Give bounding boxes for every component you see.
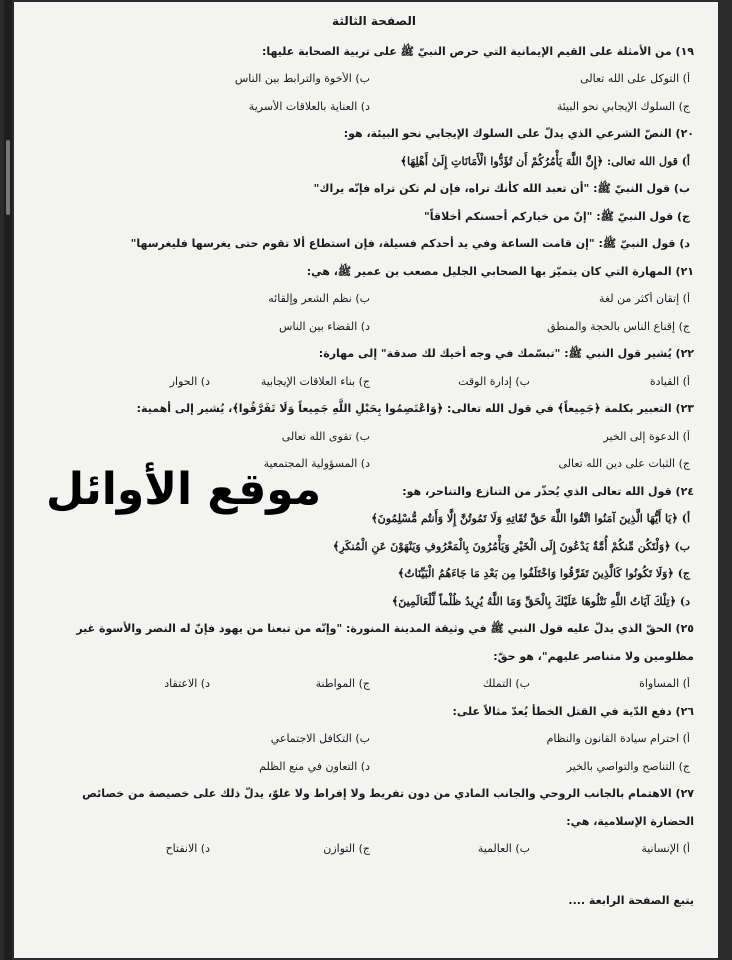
question-20 <box>54 120 694 258</box>
option-b: ب) العالمية <box>477 842 530 856</box>
question-text: ٢٤) قول الله تعالى الذي يُحذّر من التنازع والتناحر، هو: <box>402 484 694 498</box>
question-22 <box>54 340 694 395</box>
option-d: د) القضاء بين الناس <box>279 319 370 333</box>
option-d: د) العناية بالعلاقات الأسرية <box>248 99 370 113</box>
option-a: أ) الإنسانية <box>641 842 690 856</box>
page-title: الصفحة الثالثة <box>332 14 416 28</box>
question-text: ٢٢) يُشير قول النبي ﷺ: "تبسّمك في وجه أخيك لك صدقة" إلى مهارة: <box>318 347 694 361</box>
option-c: ج) المواطنة <box>315 677 370 691</box>
option-c: ج) التناصح والتواصي بالخير <box>566 759 690 773</box>
question-text: ٢١) المهارة التي كان يتميّز بها الصحابي الجليل مصعب بن عمير ﷺ، هي: <box>306 264 694 278</box>
option-a: أ) قول الله تعالى: ﴿إِنَّ اللَّهَ يَأْمُرُكُمْ أَن تُؤَدُّوا الْأَمَانَاتِ إِلَىٰ أَهْلِهَا﴾ <box>400 154 690 168</box>
question-21 <box>54 257 694 340</box>
question-text-continued: مظلومين ولا متناصر عليهم"، هو حقّ: <box>493 649 694 663</box>
option-c: ج) السلوك الإيجابي نحو البيئة <box>556 99 690 113</box>
option-b: ب) التملك <box>482 677 530 691</box>
question-25 <box>54 615 694 698</box>
option-b: ب) إدارة الوقت <box>458 374 530 388</box>
option-a: أ) الدعوة إلى الخير <box>603 429 690 443</box>
option-d: د) الانفتاح <box>165 842 210 856</box>
question-text-continued: الحضارة الإسلامية، هي: <box>566 814 694 828</box>
option-d: د) التعاون في منع الظلم <box>259 759 370 773</box>
scrollbar[interactable] <box>4 0 12 960</box>
option-c: ج) ﴿وَلَا تَكُونُوا كَالَّذِينَ تَفَرَّقُوا وَاخْتَلَفُوا مِن بَعْدِ مَا جَاءَهُمُ الْبَيِّنَاتُ﴾ <box>397 567 690 581</box>
option-a: أ) ﴿يَا أَيُّهَا الَّذِينَ آمَنُوا اتَّقُوا اللَّهَ حَقَّ تُقَاتِهِ وَلَا تَمُوتُنَّ إِلَّا وَأَنتُم مُّسْلِمُونَ﴾ <box>371 512 690 526</box>
exam-page <box>14 2 718 958</box>
question-text: ٢٣) التعبير بكلمة ﴿جَمِيعاً﴾ في قول الله تعالى: ﴿وَاعْتَصِمُوا بِحَبْلِ اللَّهِ جَمِيعاً وَلَا تَفَرَّقُوا﴾، يُشير إلى أهمية: <box>136 402 694 416</box>
option-a: أ) احترام سيادة القانون والنظام <box>546 732 690 746</box>
option-c: ج) إقناع الناس بالحجة والمنطق <box>547 319 690 333</box>
option-b: ب) نظم الشعر وإلقائه <box>268 292 370 306</box>
option-a: أ) التوكل على الله تعالى <box>580 72 690 86</box>
option-a: أ) المساواة <box>639 677 690 691</box>
option-c: ج) التوازن <box>323 842 370 856</box>
question-27 <box>54 780 694 863</box>
option-b: ب) تقوى الله تعالى <box>281 429 370 443</box>
option-d: د) ﴿تِلْكَ آيَاتُ اللَّهِ نَتْلُوهَا عَلَيْكَ بِالْحَقِّ وَمَا اللَّهُ يُرِيدُ ظُلْماً لِّلْعَالَمِينَ﴾ <box>391 594 690 608</box>
option-d: د) الحوار <box>169 374 210 388</box>
scrollbar-thumb[interactable] <box>6 140 10 215</box>
question-text: ٢٠) النصّ الشرعي الذي يدلّ على السلوك الإيجابي نحو البيئة، هو: <box>343 127 694 141</box>
option-b: ب) ﴿وَلْتَكُن مِّنكُمْ أُمَّةٌ يَدْعُونَ إِلَى الْخَيْرِ وَيَأْمُرُونَ بِالْمَعْرُوفِ وَيَنْهَوْنَ عَنِ الْمُنكَرِ﴾ <box>332 539 690 553</box>
option-a: أ) إتقان أكثر من لغة <box>599 292 690 306</box>
option-c: ج) بناء العلاقات الإيجابية <box>260 374 370 388</box>
option-d: د) قول النبيّ ﷺ: "إن قامت الساعة وفي يد أحدكم فسيلة، فإن استطاع ألا تقوم حتى يغرسها فليغرسها" <box>130 237 690 251</box>
option-a: أ) القيادة <box>649 374 690 388</box>
option-c: ج) قول النبيّ ﷺ: "إنّ من خياركم أحسنكم أخلاقاً" <box>424 209 690 223</box>
question-26 <box>54 697 694 780</box>
option-c: ج) الثبات على دين الله تعالى <box>558 457 690 471</box>
question-text: ٢٧) الاهتمام بالجانب الروحي والجانب المادي من دون تفريط ولا إفراط ولا غلوّ، يدلّ ذلك على خصيصة من خصائص <box>82 787 694 801</box>
question-19 <box>54 37 694 120</box>
option-b: ب) قول النبيّ ﷺ: "أن تعبد الله كأنك تراه، فإن لم تكن تراه فإنّه يراك" <box>313 182 690 196</box>
option-d: د) المسؤولية المجتمعية <box>263 457 370 471</box>
question-text: ٢٥) الحقّ الذي يدلّ عليه قول النبي ﷺ في وثيقة المدينة المنورة: "وإنّه من تبعنا من يهود فإنّ له النصر والأسوة غير <box>76 622 694 636</box>
option-b: ب) الأخوة والترابط بين الناس <box>234 72 370 86</box>
site-watermark: موقع الأوائل <box>46 464 322 515</box>
footer-next-page: يتبع الصفحة الرابعة .... <box>568 893 694 907</box>
question-text: ٢٦) دفع الدّية في القتل الخطأ يُعدّ مثالاً على: <box>452 704 694 718</box>
option-d: د) الاعتقاد <box>164 677 210 691</box>
option-b: ب) التكافل الاجتماعي <box>270 732 370 746</box>
question-text: ١٩) من الأمثلة على القيم الإيمانية التي حرص النبيّ ﷺ على تربية الصحابة عليها: <box>261 44 694 58</box>
